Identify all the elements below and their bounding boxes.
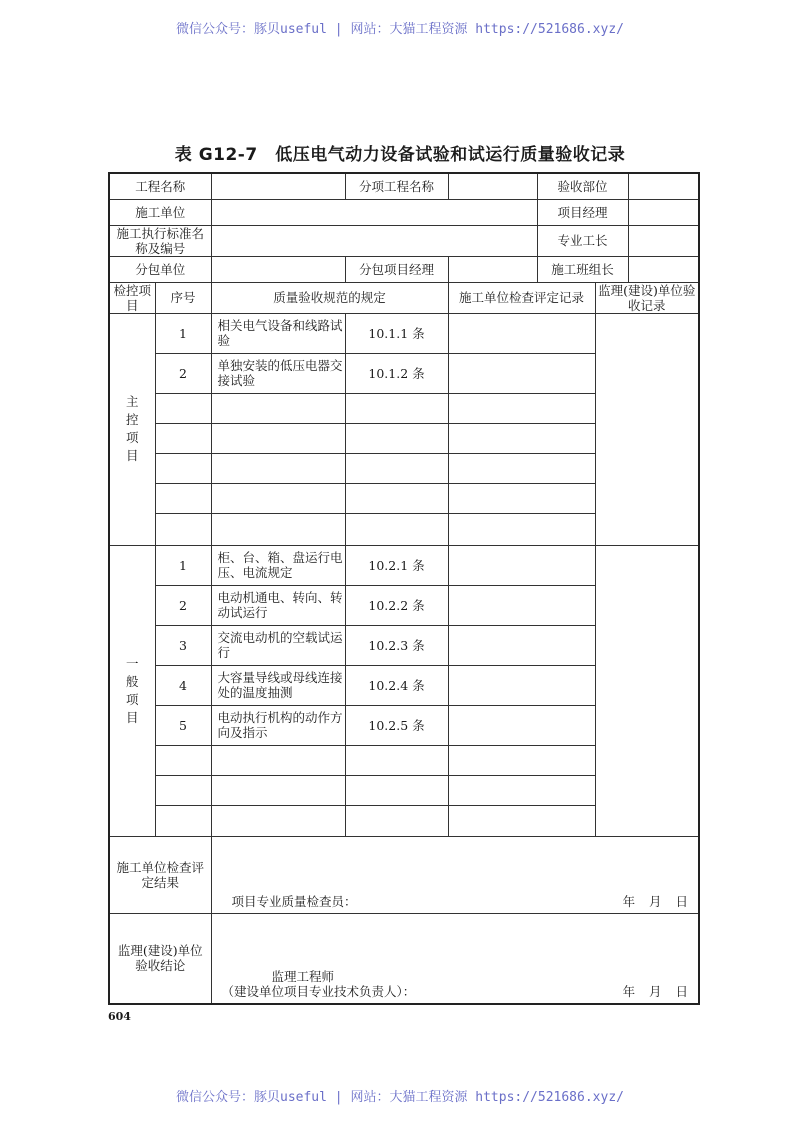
date-label: 年 月 日	[622, 984, 689, 999]
field-project-name[interactable]	[211, 173, 345, 199]
cell	[155, 745, 211, 775]
contractor-record-field[interactable]	[448, 705, 595, 745]
contractor-result-label	[109, 836, 211, 913]
seq: 2	[155, 353, 211, 393]
general-items-label	[109, 545, 155, 836]
general-items-label-text: 一般项目	[125, 655, 139, 725]
supervisor-record-field[interactable]	[595, 313, 699, 545]
engineer-label: 监理工程师	[271, 969, 335, 984]
contractor-record-field[interactable]	[448, 453, 595, 483]
field-sub-project-name[interactable]	[448, 173, 537, 199]
cell	[211, 423, 345, 453]
supervisor-conclusion-field[interactable]	[211, 913, 699, 1004]
acceptance-record-table	[108, 172, 700, 1005]
cell	[345, 775, 448, 805]
table-row	[109, 313, 699, 353]
field-team-leader[interactable]	[628, 256, 699, 282]
cell	[211, 513, 345, 545]
cell	[211, 805, 345, 836]
label-construction-unit: 施工单位	[109, 199, 211, 225]
contractor-record-field[interactable]	[448, 423, 595, 453]
field-construction-unit[interactable]	[211, 199, 537, 225]
col-supervisor-record: 监理(建设)单位验收记录	[595, 282, 699, 313]
contractor-record-field[interactable]	[448, 353, 595, 393]
spec-clause: 10.1.1 条	[345, 313, 448, 353]
label-foreman: 专业工长	[537, 225, 628, 256]
cell	[155, 483, 211, 513]
contractor-record-field[interactable]	[448, 805, 595, 836]
label-team-leader: 施工班组长	[537, 256, 628, 282]
contractor-record-field[interactable]	[448, 513, 595, 545]
spec-clause: 10.2.1 条	[345, 545, 448, 585]
watermark-top: 微信公众号：豚贝useful | 网站：大猫工程资源 https://521686.xyz/	[176, 22, 624, 37]
cell	[345, 483, 448, 513]
spec-desc: 大容量导线或母线连接处的温度抽测	[211, 665, 345, 705]
contractor-record-field[interactable]	[448, 665, 595, 705]
field-subcontractor[interactable]	[211, 256, 345, 282]
cell	[155, 393, 211, 423]
contractor-result-label-text: 施工单位检查评定结果	[116, 859, 204, 890]
field-project-manager[interactable]	[628, 199, 699, 225]
cell	[155, 805, 211, 836]
field-acceptance-part[interactable]	[628, 173, 699, 199]
supervisor-conclusion-label	[109, 913, 211, 1004]
spec-desc: 相关电气设备和线路试验	[211, 313, 345, 353]
seq: 3	[155, 625, 211, 665]
cell	[155, 775, 211, 805]
seq: 1	[155, 545, 211, 585]
field-foreman[interactable]	[628, 225, 699, 256]
cell	[345, 393, 448, 423]
label-standard: 施工执行标准名称及编号	[109, 225, 211, 256]
label-project-manager: 项目经理	[537, 199, 628, 225]
seq: 1	[155, 313, 211, 353]
spec-desc: 柜、台、箱、盘运行电压、电流规定	[211, 545, 345, 585]
inspector-label: 项目专业质量检查员：	[231, 893, 357, 909]
label-acceptance-part: 验收部位	[537, 173, 628, 199]
contractor-result-field[interactable]	[211, 836, 699, 913]
contractor-record-field[interactable]	[448, 483, 595, 513]
table-row	[109, 545, 699, 585]
spec-desc: 电动执行机构的动作方向及指示	[211, 705, 345, 745]
spec-desc: 交流电动机的空载试运行	[211, 625, 345, 665]
contractor-record-field[interactable]	[448, 585, 595, 625]
date-label: 年 月 日	[622, 893, 689, 909]
main-items-label-text: 主控项目	[125, 394, 139, 463]
contractor-record-field[interactable]	[448, 393, 595, 423]
engineer-sub-label: （建设单位项目专业技术负责人）：	[221, 984, 416, 999]
cell	[155, 453, 211, 483]
cell	[211, 393, 345, 423]
seq: 2	[155, 585, 211, 625]
supervisor-record-field[interactable]	[595, 545, 699, 836]
cell	[211, 483, 345, 513]
main-items-label	[109, 313, 155, 545]
col-category: 检控项目	[109, 282, 155, 313]
cell	[345, 453, 448, 483]
cell	[345, 423, 448, 453]
seq: 5	[155, 705, 211, 745]
contractor-record-field[interactable]	[448, 313, 595, 353]
cell	[211, 745, 345, 775]
label-sub-project-name: 分项工程名称	[345, 173, 448, 199]
spec-desc: 单独安装的低压电器交接试验	[211, 353, 345, 393]
col-contractor-record: 施工单位检查评定记录	[448, 282, 595, 313]
cell	[211, 453, 345, 483]
col-seq: 序号	[155, 282, 211, 313]
spec-clause: 10.2.4 条	[345, 665, 448, 705]
contractor-record-field[interactable]	[448, 775, 595, 805]
watermark-bottom: 微信公众号：豚贝useful | 网站：大猫工程资源 https://521686.xyz/	[176, 1090, 624, 1105]
label-subcontractor: 分包单位	[109, 256, 211, 282]
label-sub-pm: 分包项目经理	[345, 256, 448, 282]
cell	[345, 805, 448, 836]
page-title: 表 G12-7 低压电气动力设备试验和试运行质量验收记录	[174, 145, 626, 165]
cell	[155, 423, 211, 453]
spec-desc: 电动机通电、转向、转动试运行	[211, 585, 345, 625]
seq: 4	[155, 665, 211, 705]
contractor-record-field[interactable]	[448, 745, 595, 775]
supervisor-conclusion-label-text: 监理(建设)单位验收结论	[117, 943, 203, 974]
spec-clause: 10.2.2 条	[345, 585, 448, 625]
contractor-record-field[interactable]	[448, 625, 595, 665]
spec-clause: 10.2.5 条	[345, 705, 448, 745]
page-number: 604	[108, 1010, 131, 1023]
cell	[211, 775, 345, 805]
cell	[155, 513, 211, 545]
spec-clause: 10.2.3 条	[345, 625, 448, 665]
field-sub-pm[interactable]	[448, 256, 537, 282]
label-project-name: 工程名称	[109, 173, 211, 199]
col-spec: 质量验收规范的规定	[211, 282, 448, 313]
cell	[345, 745, 448, 775]
field-standard[interactable]	[211, 225, 537, 256]
cell	[345, 513, 448, 545]
spec-clause: 10.1.2 条	[345, 353, 448, 393]
contractor-record-field[interactable]	[448, 545, 595, 585]
